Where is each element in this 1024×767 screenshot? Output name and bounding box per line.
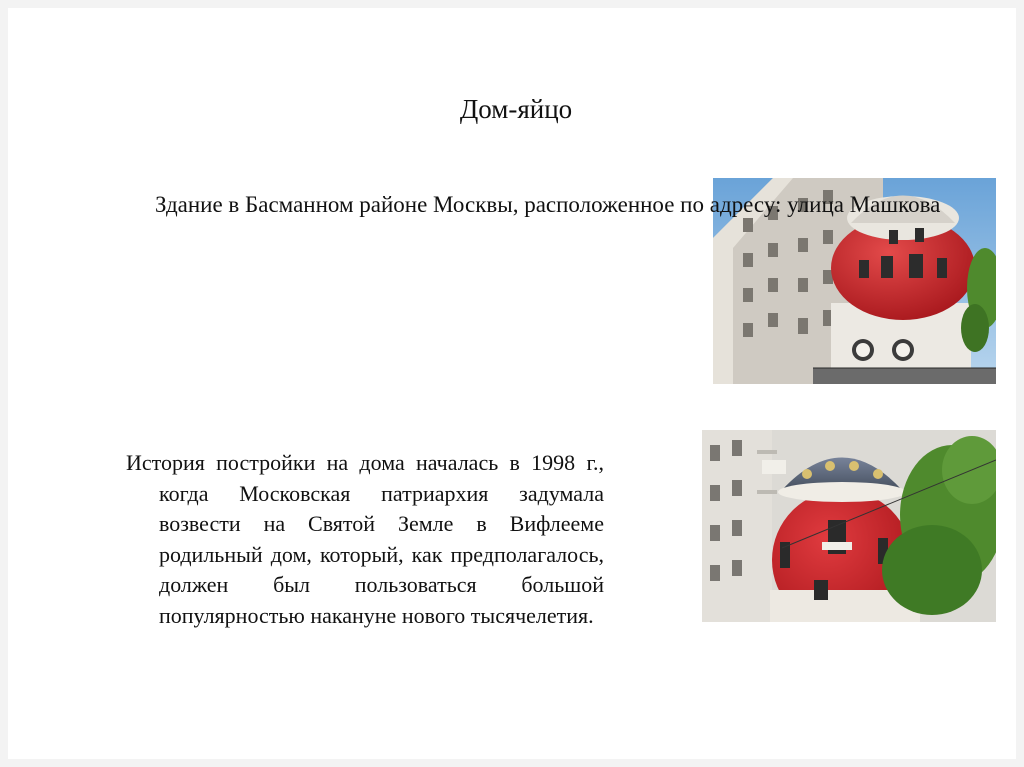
slide-subtitle: Здание в Басманном районе Москвы, расположенное по адресу: улица Машкова: [155, 192, 941, 217]
egg-house-corner-photo: [702, 430, 996, 622]
slide-title: Дом-яйцо: [459, 94, 573, 124]
slide: [8, 8, 1016, 759]
history-paragraph: История постройки на дома началась в 1998 г., когда Московская патриархия задумала возвести на Святой Земле в Вифлееме родильный дом, который, как предполагалось, должен был пользоваться большой популярностью накануне нового тысячелетия.: [126, 450, 604, 628]
